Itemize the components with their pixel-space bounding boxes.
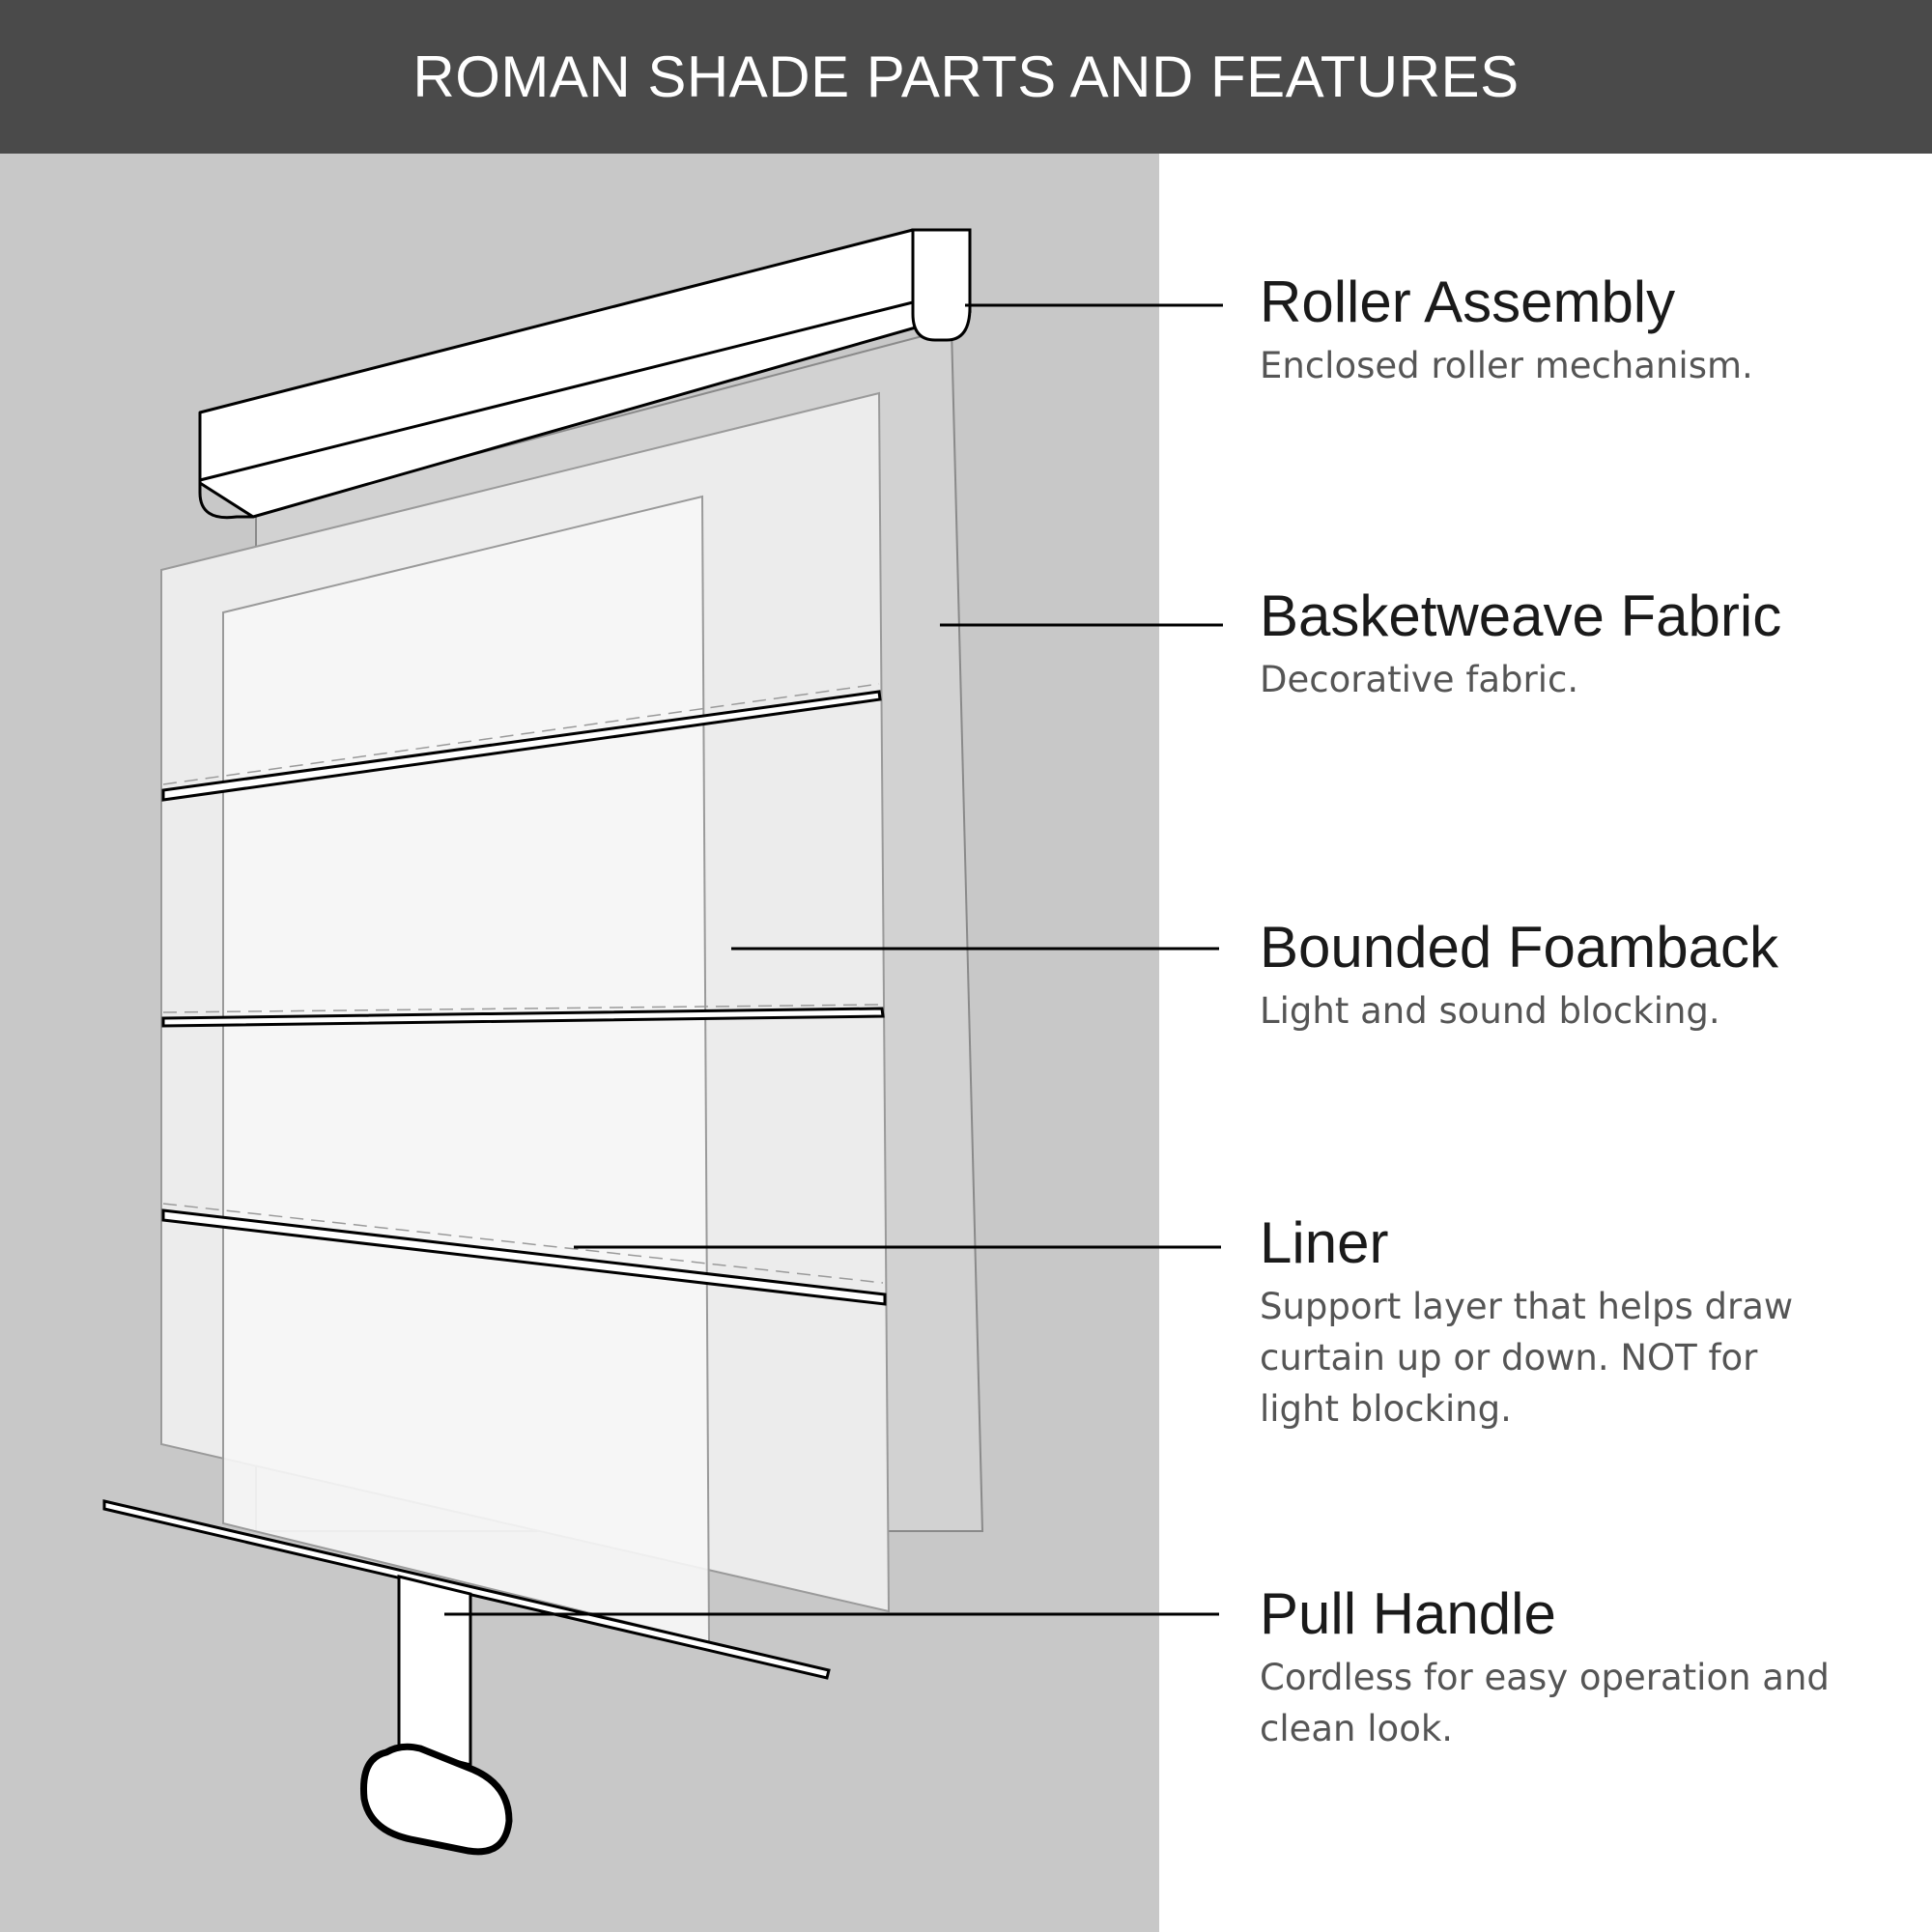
part-name: Roller Assembly <box>1260 270 1676 334</box>
liner-layer <box>223 497 709 1642</box>
part-label-pull-handle <box>1260 1582 1839 1754</box>
part-description: Enclosed roller mechanism. <box>1260 345 1753 386</box>
part-label-liner <box>1260 1211 1839 1435</box>
part-label-roller-assembly <box>1260 270 1839 391</box>
part-name: Pull Handle <box>1260 1581 1556 1646</box>
part-description: Decorative fabric. <box>1260 659 1579 700</box>
part-name: Bounded Foamback <box>1260 915 1779 980</box>
part-description: Light and sound blocking. <box>1260 990 1720 1032</box>
part-label-bounded-foamback <box>1260 916 1839 1037</box>
part-description: Support layer that helps draw curtain up or down. NOT for light blocking. <box>1260 1286 1794 1430</box>
pull-handle <box>363 1577 509 1852</box>
part-description: Cordless for easy operation and clean look. <box>1260 1657 1830 1749</box>
part-name: Liner <box>1260 1210 1389 1275</box>
title-text: ROMAN SHADE PARTS AND FEATURES <box>412 44 1520 109</box>
part-name: Basketweave Fabric <box>1260 583 1782 648</box>
part-label-basketweave-fabric <box>1260 584 1839 705</box>
